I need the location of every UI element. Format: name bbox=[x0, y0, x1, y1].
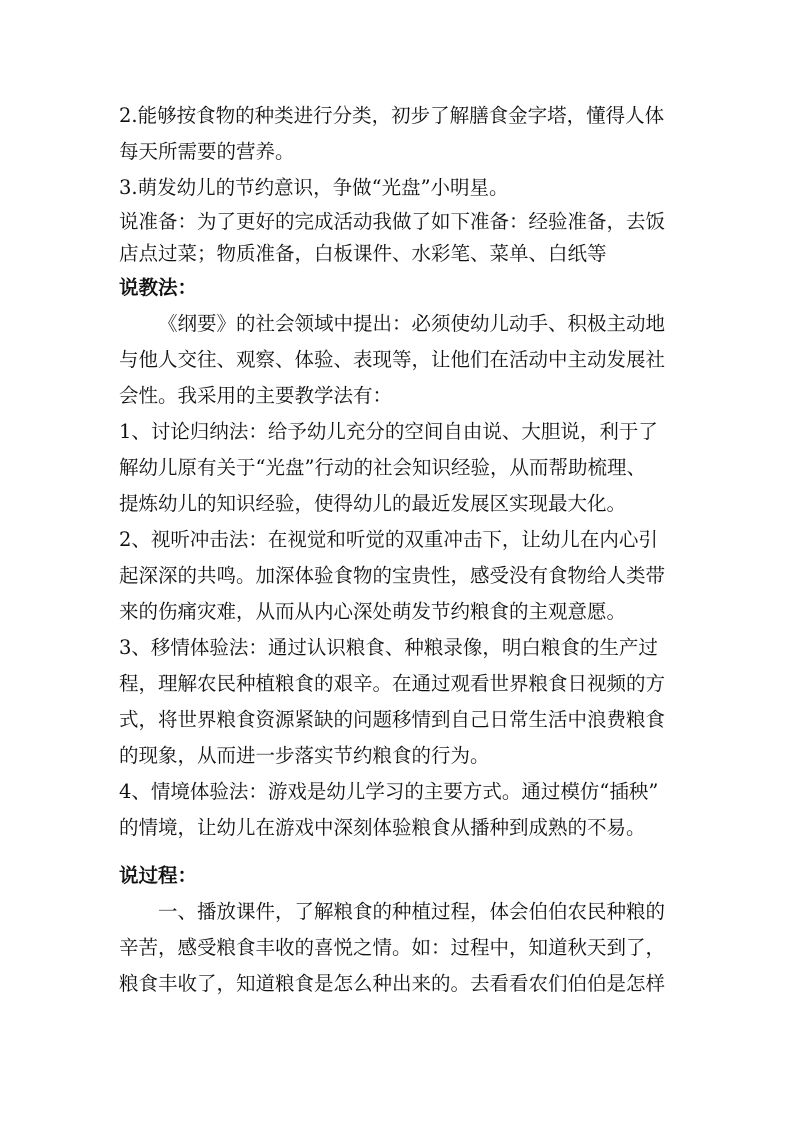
method-4-line: 4、情境体验法：游戏是幼儿学习的主要方式。通过模仿“插秧” bbox=[119, 780, 659, 803]
document-body bbox=[119, 98, 679, 1002]
preparation-line: 店点过菜；物质准备，白板课件、水彩笔、菜单、白纸等 bbox=[119, 242, 607, 265]
methods-intro-line: 《纲要》的社会领域中提出：必须使幼儿动手、积极主动地 bbox=[158, 312, 666, 335]
process-intro-line: 粮食丰收了，知道粮食是怎么种出来的。去看看农们伯伯是怎样 bbox=[119, 972, 666, 995]
method-1-line: 提炼幼儿的知识经验，使得幼儿的最近发展区实现最大化。 bbox=[119, 492, 627, 515]
process-heading: 说过程： bbox=[119, 864, 198, 887]
goal-line: 2.能够按食物的种类进行分类，初步了解膳食金字塔，懂得人体 bbox=[119, 104, 665, 127]
method-3-line: 式，将世界粮食资源紧缺的问题移情到自己日常生活中浪费粮食 bbox=[119, 708, 666, 731]
method-1-line: 解幼儿原有关于“光盘”行动的社会知识经验，从而帮助梳理、 bbox=[119, 456, 646, 479]
method-3-line: 3、移情体验法：通过认识粮食、种粮录像，明白粮食的生产过 bbox=[119, 636, 658, 659]
methods-intro-line: 会性。我采用的主要教学法有： bbox=[119, 384, 393, 407]
process-intro-line: 辛苦，感受粮食丰收的喜悦之情。如：过程中，知道秋天到了， bbox=[119, 936, 666, 959]
method-2-line: 起深深的共鸣。加深体验食物的宝贵性，感受没有食物给人类带 bbox=[119, 564, 666, 587]
method-1-line: 1、讨论归纳法：给予幼儿充分的空间自由说、大胆说，利于了 bbox=[119, 420, 658, 443]
methods-heading: 说教法： bbox=[119, 276, 198, 299]
method-2-line: 来的伤痛灾难，从而从内心深处萌发节约粮食的主观意愿。 bbox=[119, 600, 627, 623]
method-4-line: 的情境，让幼儿在游戏中深刻体验粮食从播种到成熟的不易。 bbox=[119, 816, 646, 839]
goal-line: 每天所需要的营养。 bbox=[119, 140, 295, 163]
method-3-line: 程，理解农民种植粮食的艰辛。在通过观看世界粮食日视频的方 bbox=[119, 672, 666, 695]
method-3-line: 的现象，从而进一步落实节约粮食的行为。 bbox=[119, 744, 490, 767]
goal-line: 3.萌发幼儿的节约意识，争做“光盘”小明星。 bbox=[119, 176, 509, 199]
process-intro-line: 一、播放课件，了解粮食的种植过程，体会伯伯农民种粮的 bbox=[158, 900, 666, 923]
method-2-line: 2、视听冲击法：在视觉和听觉的双重冲击下，让幼儿在内心引 bbox=[119, 528, 658, 551]
preparation-line: 说准备：为了更好的完成活动我做了如下准备：经验准备，去饭 bbox=[119, 210, 666, 233]
methods-intro-line: 与他人交往、观察、体验、表现等，让他们在活动中主动发展社 bbox=[119, 348, 666, 371]
